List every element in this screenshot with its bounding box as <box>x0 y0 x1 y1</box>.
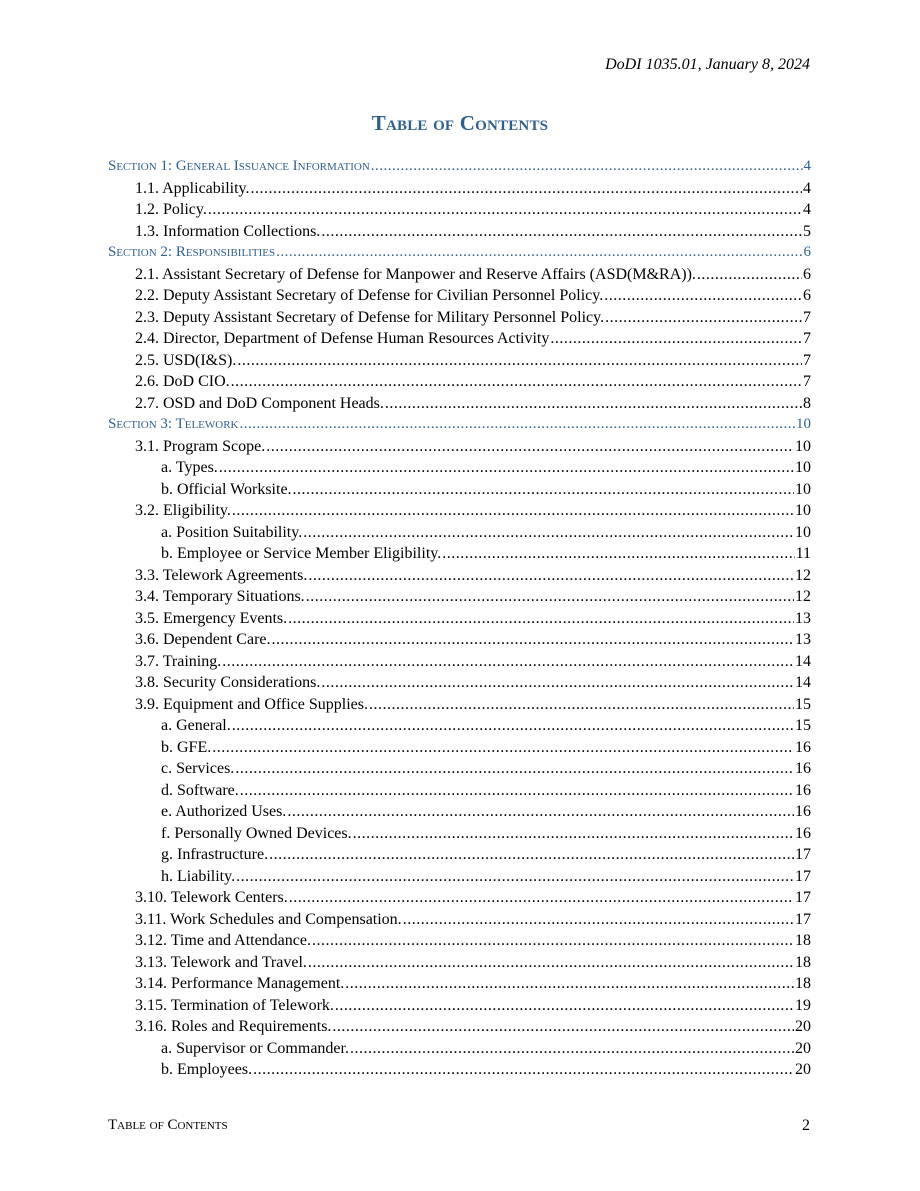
toc-subsection-link[interactable] <box>108 221 811 243</box>
dot-leader <box>287 801 794 823</box>
toc-entry-page: 11 <box>795 545 811 562</box>
toc-entry-page: 16 <box>795 738 811 756</box>
toc-entry-text: 2.5. USD(I&S). <box>135 351 237 369</box>
dot-leader <box>236 866 794 888</box>
dot-leader <box>288 608 794 630</box>
toc-entry-page: 4 <box>803 179 811 197</box>
dot-leader <box>308 952 794 974</box>
toc-entry-text: 1.3. Information Collections. <box>135 222 321 240</box>
toc-paragraph-link[interactable] <box>108 1038 811 1060</box>
toc-entry-text: b. Employees. <box>161 1061 253 1078</box>
toc-paragraph-link[interactable] <box>108 758 811 780</box>
toc-entry-page: 7 <box>803 373 811 390</box>
toc-entry-page: 6 <box>803 244 811 260</box>
toc-subsection-link[interactable] <box>108 328 811 350</box>
toc-paragraph-link[interactable] <box>108 457 811 479</box>
toc-subsection-link[interactable] <box>108 199 811 221</box>
toc-entry-page: 6 <box>803 287 811 304</box>
toc-paragraph-link[interactable] <box>108 543 811 565</box>
dot-leader <box>550 328 802 350</box>
dot-leader <box>308 565 794 587</box>
toc-section-link[interactable] <box>108 242 811 264</box>
toc-entry-page: 10 <box>795 459 811 476</box>
footer-page-number: 2 <box>802 1117 810 1134</box>
toc-subsection-link[interactable] <box>108 651 811 673</box>
toc-entry-page: 12 <box>795 588 811 605</box>
toc-subsection-link[interactable] <box>108 930 811 952</box>
toc-entry-page: 13 <box>795 631 811 648</box>
toc-entry-text: 2.1. Assistant Secretary of Defense for Manpower and Reserve Affairs (ASD(M&RA)). <box>135 265 696 283</box>
toc-entry-text: e. Authorized Uses. <box>161 803 287 820</box>
toc-subsection-link[interactable] <box>108 371 811 393</box>
toc-entry-text: 3.15. Termination of Telework. <box>135 996 334 1014</box>
toc-entry-text: Section 3: Telework <box>108 416 239 432</box>
toc-subsection-link[interactable] <box>108 178 811 200</box>
page-title: Table of Contents <box>371 111 549 135</box>
dot-leader <box>237 350 802 372</box>
toc-entry-text: 3.6. Dependent Care. <box>135 631 271 648</box>
toc-subsection-link[interactable] <box>108 436 811 458</box>
toc-entry-text: h. Liability. <box>161 867 236 885</box>
toc-entry-page: 4 <box>803 158 811 174</box>
toc-entry-text: 3.4. Temporary Situations. <box>135 588 305 605</box>
dot-leader <box>353 823 794 845</box>
toc-entry-page: 13 <box>795 609 811 627</box>
toc-subsection-link[interactable] <box>108 672 811 694</box>
toc-entry-page: 7 <box>803 330 811 347</box>
toc-entry-text: 3.9. Equipment and Office Supplies. <box>135 695 368 713</box>
dot-leader <box>321 221 802 243</box>
toc-entry-page: 16 <box>795 824 811 842</box>
document-reference: DoDI 1035.01, January 8, 2024 <box>605 56 810 73</box>
toc-paragraph-link[interactable] <box>108 780 811 802</box>
toc-paragraph-link[interactable] <box>108 866 811 888</box>
toc-entry-page: 17 <box>795 867 811 885</box>
toc-entry-text: Section 2: Responsibilities <box>108 244 276 260</box>
toc-entry-page: 20 <box>795 1018 811 1035</box>
toc-entry-page: 10 <box>795 523 811 541</box>
toc-entry-text: 3.5. Emergency Events. <box>135 609 288 627</box>
toc-entry-page: 10 <box>795 502 811 519</box>
dot-leader <box>231 371 802 393</box>
toc-entry-text: 3.10. Telework Centers. <box>135 889 288 906</box>
dot-leader <box>403 909 794 931</box>
toc-entry-page: 16 <box>795 760 811 777</box>
dot-leader <box>442 543 794 565</box>
toc-section-link[interactable] <box>108 414 811 436</box>
dot-leader <box>306 586 794 608</box>
toc-entry-page: 8 <box>803 394 811 412</box>
dot-leader <box>350 1038 794 1060</box>
dot-leader <box>385 393 802 415</box>
toc-entry-text: a. Supervisor or Commander. <box>161 1039 349 1057</box>
dot-leader <box>276 242 802 264</box>
toc-entry-text: 1.2. Policy. <box>135 201 207 218</box>
toc-entry-text: d. Software. <box>161 781 239 799</box>
toc-entry-page: 17 <box>795 846 811 863</box>
toc-paragraph-link[interactable] <box>108 844 811 866</box>
toc-subsection-link[interactable] <box>108 264 811 286</box>
toc-subsection-link[interactable] <box>108 285 811 307</box>
toc-paragraph-link[interactable] <box>108 1059 811 1081</box>
toc-entry-text: 3.12. Time and Attendance. <box>135 932 311 949</box>
toc-subsection-link[interactable] <box>108 500 811 522</box>
toc-entry-text: 3.16. Roles and Requirements. <box>135 1018 332 1035</box>
dot-leader <box>222 651 794 673</box>
toc-entry-page: 17 <box>795 889 811 906</box>
dot-leader <box>604 285 802 307</box>
toc-subsection-link[interactable] <box>108 1016 811 1038</box>
toc-entry-page: 12 <box>795 566 811 584</box>
toc-entry-text: Section 1: General Issuance Information <box>108 158 370 174</box>
toc-subsection-link[interactable] <box>108 973 811 995</box>
toc-paragraph-link[interactable] <box>108 522 811 544</box>
toc-entry-page: 16 <box>795 803 811 820</box>
toc-subsection-link[interactable] <box>108 393 811 415</box>
toc-entry-page: 6 <box>803 265 811 283</box>
toc-paragraph-link[interactable] <box>108 715 811 737</box>
toc-entry-page: 18 <box>795 975 811 992</box>
toc-entry-text: a. Position Suitability. <box>161 523 303 541</box>
dot-leader <box>232 500 794 522</box>
dot-leader <box>235 758 794 780</box>
toc-subsection-link[interactable] <box>108 565 811 587</box>
toc-entry-page: 19 <box>795 996 811 1014</box>
toc-entry-text: 3.3. Telework Agreements. <box>135 566 308 584</box>
toc-entry-text: 1.1. Applicability. <box>135 179 250 197</box>
toc-entry-text: 3.8. Security Considerations. <box>135 674 321 691</box>
dot-leader <box>371 156 803 178</box>
toc-paragraph-link[interactable] <box>108 823 811 845</box>
dot-leader <box>272 629 794 651</box>
dot-leader <box>345 973 794 995</box>
dot-leader <box>219 457 794 479</box>
toc-entry-page: 5 <box>803 222 811 240</box>
toc-entry-page: 17 <box>795 910 811 928</box>
toc-subsection-link[interactable] <box>108 586 811 608</box>
dot-leader <box>240 780 794 802</box>
dot-leader <box>605 307 802 329</box>
dot-leader <box>332 1016 794 1038</box>
toc-paragraph-link[interactable] <box>108 737 811 759</box>
toc-entry-page: 18 <box>795 953 811 971</box>
toc-entry-text: b. Official Worksite. <box>161 480 292 498</box>
dot-leader <box>266 436 794 458</box>
toc-entry-text: 3.14. Performance Management. <box>135 975 345 992</box>
dot-leader <box>289 887 794 909</box>
toc-entry-text: 3.1. Program Scope. <box>135 437 266 455</box>
toc-entry-page: 15 <box>795 717 811 734</box>
toc-entry-page: 10 <box>796 416 811 432</box>
toc-paragraph-link[interactable] <box>108 479 811 501</box>
dot-leader <box>269 844 794 866</box>
toc-entry-text: 3.11. Work Schedules and Compensation. <box>135 910 402 928</box>
toc-entry-page: 7 <box>803 308 811 326</box>
toc-entry-text: f. Personally Owned Devices. <box>161 824 352 842</box>
toc-entry-page: 14 <box>795 674 811 691</box>
toc-section-link[interactable] <box>108 156 811 178</box>
toc-subsection-link[interactable] <box>108 995 811 1017</box>
toc-entry-page: 14 <box>795 652 811 670</box>
toc-entry-text: b. Employee or Service Member Eligibility. <box>161 545 442 562</box>
dot-leader <box>321 672 794 694</box>
toc-subsection-link[interactable] <box>108 952 811 974</box>
toc-entry-text: 2.7. OSD and DoD Component Heads. <box>135 394 384 412</box>
toc-entry-page: 4 <box>803 201 811 218</box>
toc-entry-text: 2.4. Director, Department of Defense Human Resources Activity <box>135 330 550 347</box>
dot-leader <box>312 930 794 952</box>
toc-entry-text: c. Services. <box>161 760 235 777</box>
dot-leader <box>253 1059 794 1081</box>
toc-entry-text: 3.2. Eligibility. <box>135 502 231 519</box>
toc-subsection-link[interactable] <box>108 694 811 716</box>
dot-leader <box>697 264 802 286</box>
dot-leader <box>293 479 794 501</box>
toc-entry-page: 10 <box>795 480 811 498</box>
toc-entry-text: 3.13. Telework and Travel. <box>135 953 307 971</box>
toc-entry-text: a. General. <box>161 717 231 734</box>
toc-entry-page: 20 <box>795 1061 811 1078</box>
toc-subsection-link[interactable] <box>108 629 811 651</box>
toc-entry-text: 3.7. Training. <box>135 652 222 670</box>
toc-entry-text: a. Types. <box>161 459 218 476</box>
toc-entry-text: g. Infrastructure. <box>161 846 269 863</box>
toc-entry-page: 16 <box>795 781 811 799</box>
toc-entry-page: 15 <box>795 695 811 713</box>
toc-entry-page: 7 <box>803 351 811 369</box>
toc-entry-text: 2.2. Deputy Assistant Secretary of Defense for Civilian Personnel Policy. <box>135 287 604 304</box>
toc-subsection-link[interactable] <box>108 887 811 909</box>
dot-leader <box>212 737 794 759</box>
dot-leader <box>303 522 794 544</box>
toc-subsection-link[interactable] <box>108 909 811 931</box>
toc-entry-text: 2.3. Deputy Assistant Secretary of Defense for Military Personnel Policy. <box>135 308 605 326</box>
toc-entry-page: 20 <box>795 1039 811 1057</box>
toc-subsection-link[interactable] <box>108 307 811 329</box>
dot-leader <box>369 694 794 716</box>
dot-leader <box>335 995 794 1017</box>
footer-label: Table of Contents <box>108 1117 228 1133</box>
dot-leader <box>232 715 794 737</box>
toc-entry-text: 2.6. DoD CIO. <box>135 373 230 390</box>
toc-subsection-link[interactable] <box>108 350 811 372</box>
toc-paragraph-link[interactable] <box>108 801 811 823</box>
dot-leader <box>240 414 796 436</box>
dot-leader <box>208 199 802 221</box>
toc-entry-page: 18 <box>795 932 811 949</box>
dot-leader <box>251 178 802 200</box>
toc-entry-text: b. GFE. <box>161 738 212 756</box>
table-of-contents <box>108 156 811 1081</box>
toc-subsection-link[interactable] <box>108 608 811 630</box>
toc-entry-page: 10 <box>795 437 811 455</box>
